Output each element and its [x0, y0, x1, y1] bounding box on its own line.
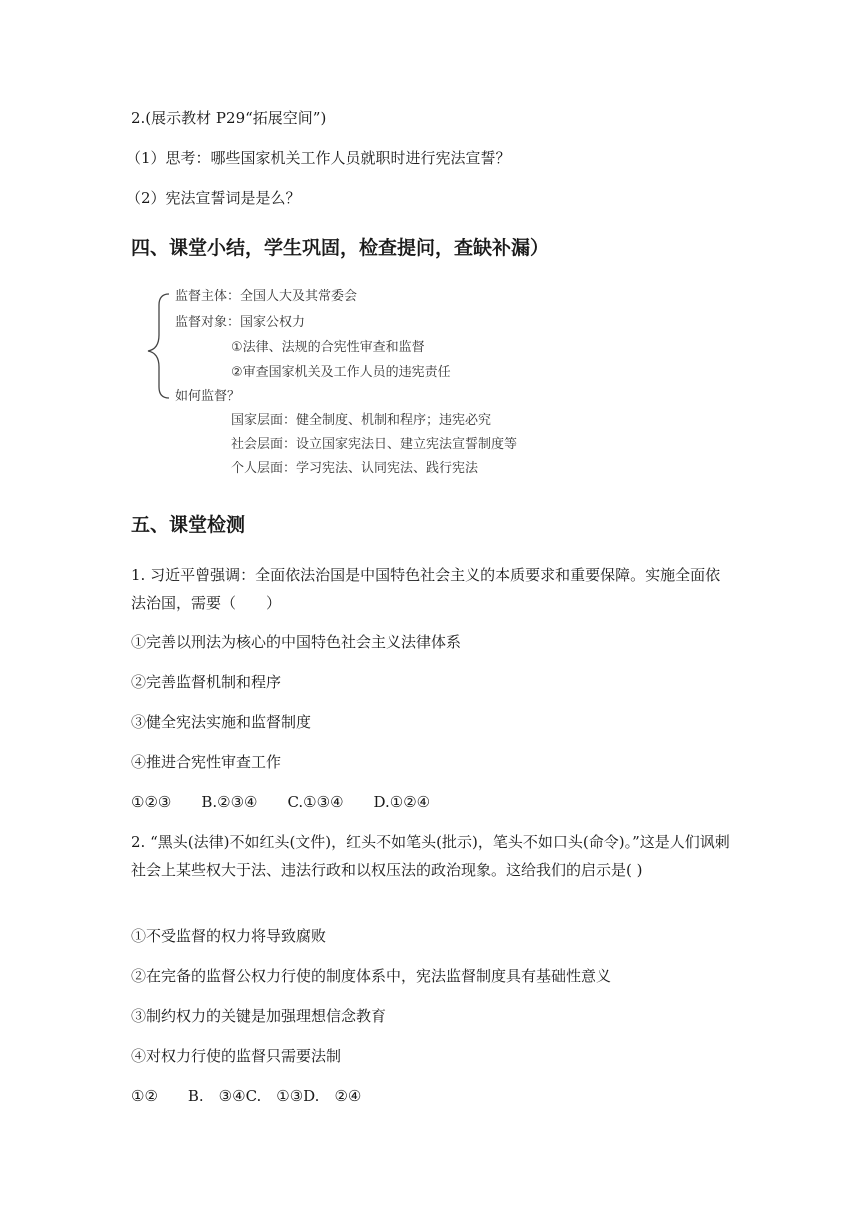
diagram-how: 如何监督？	[175, 389, 241, 404]
diagram-national: 国家层面：健全制度、机制和程序；违宪必究	[231, 413, 492, 428]
section3-item2: 2.(展示教材 P29“拓展空间”)	[131, 109, 327, 127]
diagram-social: 社会层面：设立国家宪法日、建立宪法宣誓制度等	[231, 437, 518, 452]
diagram-point-1: ①法律、法规的合宪性审查和监督	[231, 340, 425, 355]
summary-diagram	[145, 285, 625, 485]
question-2-option-4: ④对权力行使的监督只需要法制	[131, 1047, 342, 1065]
question-1-option-2: ②完善监督机制和程序	[131, 673, 282, 691]
question-2-option-1: ①不受监督的权力将导致腐败	[131, 927, 327, 945]
question-1-option-1: ①完善以刑法为核心的中国特色社会主义法律体系	[131, 633, 462, 651]
question-1-option-4: ④推进合宪性审查工作	[131, 753, 282, 771]
question-2-stem: 2. “黑头(法律)不如红头(文件)，红头不如笔头(批示)，笔头不如口头(命令)。”这是人们讽刺社会上某些权大于法、违法行政和以权压法的政治现象。这给我们的启示是( )	[131, 833, 730, 879]
section3-question-2: （2）宪法宣誓词是是么？	[126, 189, 301, 207]
diagram-object: 监督对象：国家公权力	[175, 315, 306, 330]
section3-question-1: （1）思考：哪些国家机关工作人员就职时进行宪法宣誓？	[126, 149, 511, 167]
question-2-choices: ①② B. ③④C. ①③D. ②④	[131, 1087, 362, 1105]
question-1-stem: 1. 习近平曾强调：全面依法治国是中国特色社会主义的本质要求和重要保障。实施全面依法治国，需要（ ）	[131, 566, 721, 612]
diagram-subject: 监督主体：全国人大及其常委会	[175, 289, 358, 304]
section4-heading: 四、课堂小结，学生巩固，检查提问，查缺补漏）	[131, 237, 550, 259]
question-2-option-3: ③制约权力的关键是加强理想信念教育	[131, 1007, 387, 1025]
diagram-point-2: ②审查国家机关及工作人员的违宪责任	[231, 365, 451, 380]
question-1-option-3: ③健全宪法实施和监督制度	[131, 713, 312, 731]
question-1-choices: ①②③ B.②③④ C.①③④ D.①②④	[131, 793, 431, 811]
question-2-option-2: ②在完备的监督公权力行使的制度体系中，宪法监督制度具有基础性意义	[131, 967, 612, 985]
section5-heading: 五、课堂检测	[131, 514, 246, 536]
diagram-personal: 个人层面：学习宪法、认同宪法、践行宪法	[231, 461, 479, 476]
